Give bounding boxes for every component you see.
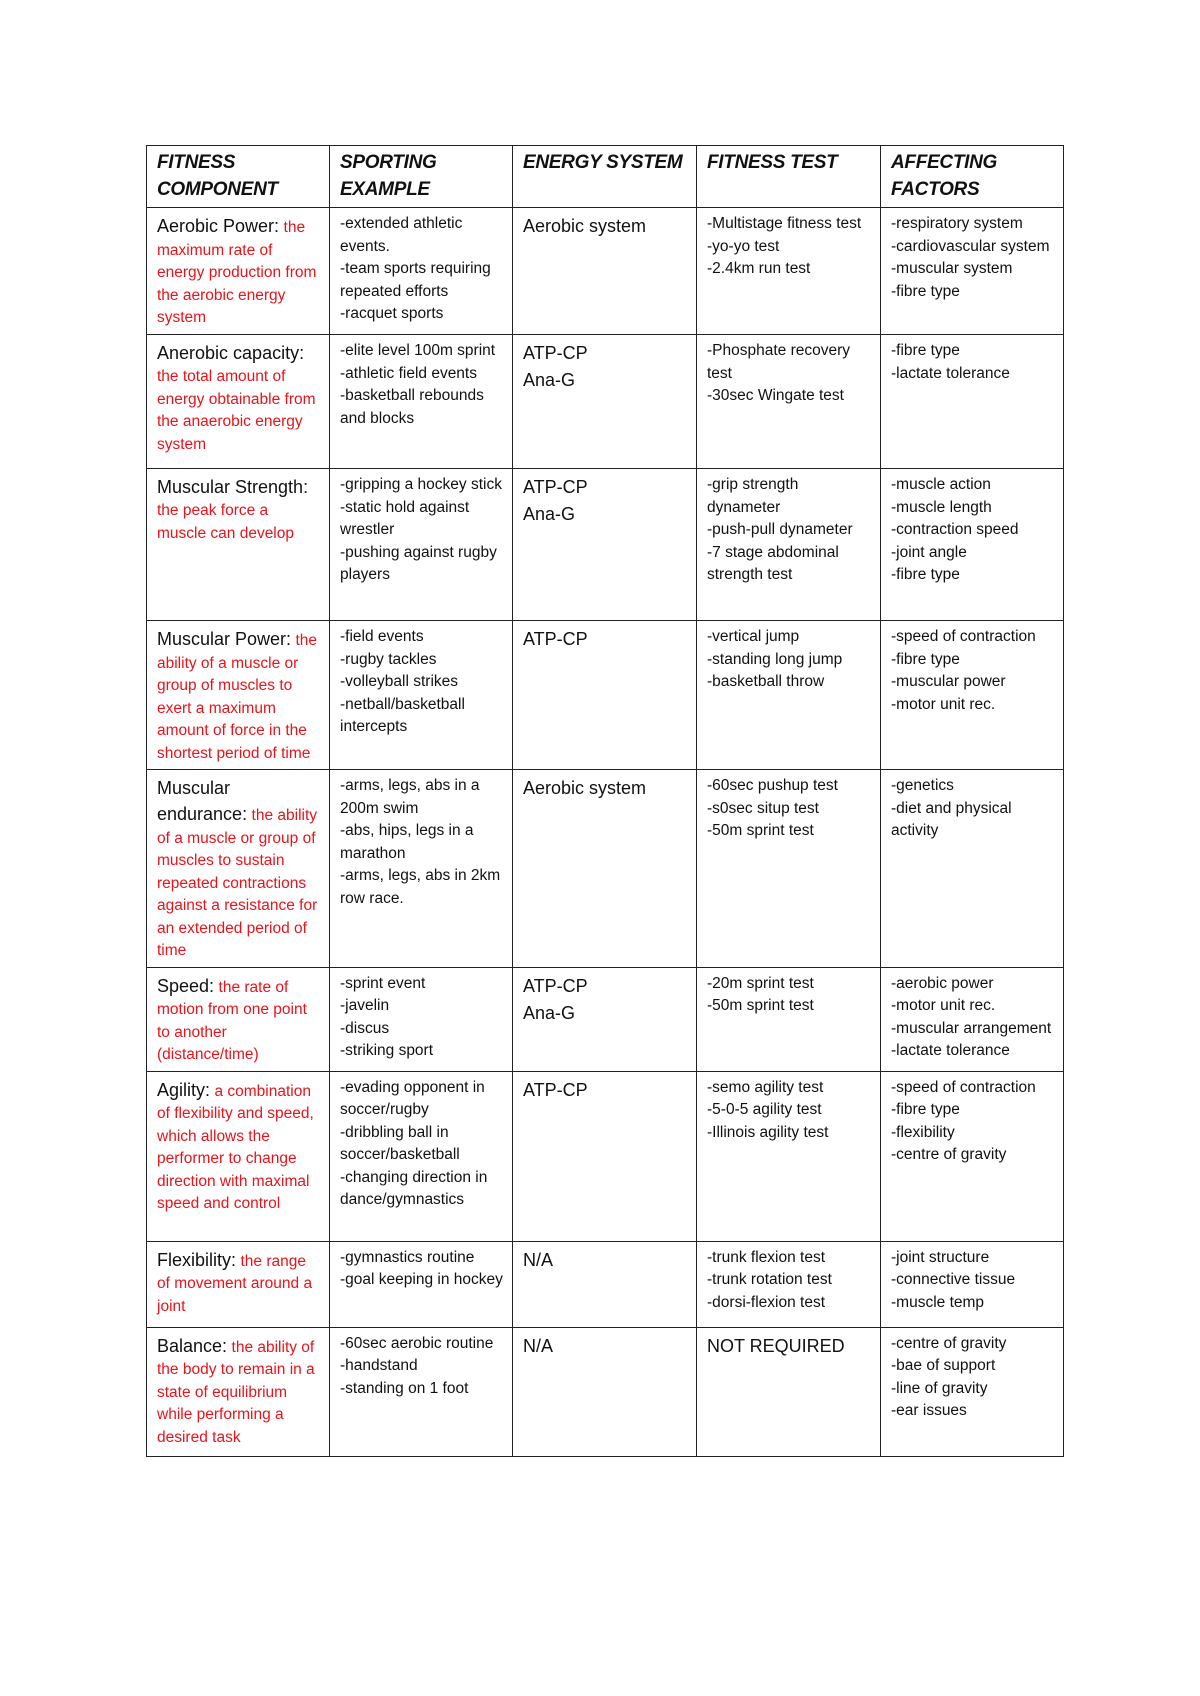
affecting-factor-item: -fibre type bbox=[891, 282, 960, 300]
component-definition: the ability of a muscle or group of muscles to exert a maximum amount of force in the shortest period of time bbox=[157, 632, 318, 762]
header-line: SPORTING bbox=[340, 152, 437, 173]
sporting-example-cell bbox=[330, 1241, 513, 1327]
sporting-example-item: -standing on 1 foot bbox=[340, 1379, 469, 1397]
component-cell bbox=[147, 770, 330, 968]
sporting-example-item: -60sec aerobic routine bbox=[340, 1334, 494, 1352]
energy-system-item: ATP-CP bbox=[523, 1079, 588, 1100]
component-definition: the ability of the body to remain in a state of equilibrium while performing a desired task bbox=[157, 1338, 315, 1446]
sporting-example-item: -netball/basketball intercepts bbox=[340, 695, 465, 735]
fitness-test-item: -basketball throw bbox=[707, 673, 825, 690]
fitness-test-item: -50m sprint test bbox=[707, 997, 814, 1014]
sporting-example-cell bbox=[330, 621, 513, 770]
component-definition: the ability of a muscle or group of muscles to sustain repeated contractions against a resistance for an extended period of time bbox=[157, 807, 318, 959]
table-row-anerobic-capacity bbox=[147, 335, 1064, 469]
affecting-factor-item: -centre of gravity bbox=[891, 1334, 1007, 1352]
component-definition: the peak force a muscle can develop bbox=[157, 502, 294, 542]
sporting-example-item: -sprint event bbox=[340, 974, 426, 992]
header-line: ENERGY SYSTEM bbox=[523, 152, 683, 173]
fitness-components-table bbox=[146, 145, 1064, 1457]
table-row-agility bbox=[147, 1071, 1064, 1241]
fitness-test-item: -standing long jump bbox=[707, 650, 843, 668]
affecting-factor-item: -genetics bbox=[891, 777, 954, 794]
component-name: Muscular Power: bbox=[157, 629, 292, 649]
table-row-muscular-endurance bbox=[147, 770, 1064, 968]
fitness-test-item: -semo agility test bbox=[707, 1078, 824, 1096]
component-name: Flexibility: bbox=[157, 1249, 237, 1270]
header-line: EXAMPLE bbox=[340, 179, 430, 200]
header-line: COMPONENT bbox=[157, 179, 278, 200]
energy-system-cell bbox=[513, 967, 697, 1071]
energy-system-item: ATP-CP bbox=[523, 629, 588, 649]
component-name: Balance: bbox=[157, 1335, 228, 1356]
affecting-factors-cell bbox=[881, 469, 1064, 621]
table-row-muscular-strength bbox=[147, 469, 1064, 621]
component-definition: the range of movement around a joint bbox=[157, 1252, 313, 1315]
sporting-example-item: -gripping a hockey stick bbox=[340, 476, 502, 493]
table-row-aerobic-power bbox=[147, 208, 1064, 335]
affecting-factor-item: -muscular arrangement bbox=[891, 1019, 1052, 1037]
fitness-test-cell bbox=[697, 967, 881, 1071]
component-definition: the maximum rate of energy production from the aerobic energy system bbox=[157, 219, 317, 326]
fitness-test-cell bbox=[697, 469, 881, 621]
component-definition: a combination of flexibility and speed, which allows the performer to change direction with maximal speed and control bbox=[157, 1082, 314, 1212]
component-name: Anerobic capacity: bbox=[157, 343, 305, 363]
table-header-row bbox=[147, 146, 1064, 208]
sporting-example-item: -changing direction in dance/gymnastics bbox=[340, 1168, 488, 1208]
energy-system-item: ATP-CP bbox=[523, 477, 588, 497]
sporting-example-item: -team sports requiring repeated efforts bbox=[340, 260, 491, 300]
affecting-factor-item: -respiratory system bbox=[891, 215, 1023, 232]
sporting-example-item: -handstand bbox=[340, 1357, 418, 1374]
energy-system-item: N/A bbox=[523, 1335, 554, 1356]
sporting-example-cell bbox=[330, 967, 513, 1071]
sporting-example-item: -rugby tackles bbox=[340, 650, 437, 668]
affecting-factor-item: -contraction speed bbox=[891, 521, 1019, 538]
affecting-factors-cell bbox=[881, 1071, 1064, 1241]
affecting-factor-item: -connective tissue bbox=[891, 1271, 1016, 1288]
header-fitness-component bbox=[147, 146, 330, 208]
fitness-test-item: -dorsi-flexion test bbox=[707, 1293, 826, 1311]
header-sporting-example bbox=[330, 146, 513, 208]
fitness-test-cell bbox=[697, 770, 881, 968]
component-cell bbox=[147, 1327, 330, 1456]
affecting-factor-item: -fibre type bbox=[891, 566, 960, 583]
component-definition: the rate of motion from one point to another (distance/time) bbox=[157, 978, 307, 1063]
affecting-factor-item: -motor unit rec. bbox=[891, 997, 996, 1014]
component-name: Aerobic Power: bbox=[157, 216, 280, 236]
affecting-factors-cell bbox=[881, 1241, 1064, 1327]
header-line: FITNESS bbox=[157, 152, 236, 173]
sporting-example-cell bbox=[330, 208, 513, 335]
affecting-factor-item: -joint structure bbox=[891, 1248, 990, 1266]
fitness-test-cell bbox=[697, 1071, 881, 1241]
fitness-test-item: -30sec Wingate test bbox=[707, 387, 844, 404]
affecting-factors-cell bbox=[881, 967, 1064, 1071]
affecting-factor-item: -speed of contraction bbox=[891, 628, 1036, 645]
energy-system-cell bbox=[513, 621, 697, 770]
affecting-factor-item: -speed of contraction bbox=[891, 1078, 1036, 1096]
energy-system-item: Ana-G bbox=[523, 504, 576, 524]
component-cell bbox=[147, 621, 330, 770]
sporting-example-item: -evading opponent in soccer/rugby bbox=[340, 1078, 485, 1118]
affecting-factors-cell bbox=[881, 208, 1064, 335]
sporting-example-item: -striking sport bbox=[340, 1042, 434, 1059]
sporting-example-cell bbox=[330, 1071, 513, 1241]
fitness-test-item: -7 stage abdominal strength test bbox=[707, 543, 839, 583]
component-name: Muscular endurance: bbox=[157, 778, 248, 824]
energy-system-item: Ana-G bbox=[523, 370, 576, 390]
affecting-factor-item: -line of gravity bbox=[891, 1379, 988, 1397]
sporting-example-item: -elite level 100m sprint bbox=[340, 342, 496, 359]
component-cell bbox=[147, 208, 330, 335]
energy-system-item: Ana-G bbox=[523, 1002, 576, 1023]
sporting-example-item: -extended athletic events. bbox=[340, 215, 463, 255]
sporting-example-item: -pushing against rugby players bbox=[340, 543, 497, 583]
sporting-example-item: -racquet sports bbox=[340, 305, 444, 322]
component-cell bbox=[147, 967, 330, 1071]
sporting-example-item: -javelin bbox=[340, 997, 390, 1014]
sporting-example-item: -goal keeping in hockey bbox=[340, 1271, 503, 1288]
sporting-example-item: -arms, legs, abs in a 200m swim bbox=[340, 777, 480, 817]
energy-system-item: ATP-CP bbox=[523, 343, 588, 363]
header-energy-system bbox=[513, 146, 697, 208]
energy-system-cell bbox=[513, 208, 697, 335]
fitness-test-item: -2.4km run test bbox=[707, 260, 811, 277]
sporting-example-item: -arms, legs, abs in 2km row race. bbox=[340, 867, 501, 907]
fitness-test-item: -60sec pushup test bbox=[707, 777, 838, 794]
header-line: FACTORS bbox=[891, 179, 980, 200]
component-definition: the total amount of energy obtainable from the anaerobic energy system bbox=[157, 368, 316, 453]
component-cell bbox=[147, 1241, 330, 1327]
header-fitness-test bbox=[697, 146, 881, 208]
affecting-factor-item: -diet and physical activity bbox=[891, 799, 1012, 839]
affecting-factor-item: -fibre type bbox=[891, 650, 960, 668]
energy-system-item: N/A bbox=[523, 1249, 554, 1270]
component-cell bbox=[147, 469, 330, 621]
fitness-test-item: -trunk rotation test bbox=[707, 1271, 832, 1288]
energy-system-cell bbox=[513, 469, 697, 621]
table-row-speed bbox=[147, 967, 1064, 1071]
affecting-factor-item: -muscle length bbox=[891, 498, 992, 516]
sporting-example-item: -basketball rebounds and blocks bbox=[340, 387, 484, 427]
component-cell bbox=[147, 1071, 330, 1241]
affecting-factor-item: -centre of gravity bbox=[891, 1146, 1007, 1163]
energy-system-cell bbox=[513, 1327, 697, 1456]
energy-system-item: Aerobic system bbox=[523, 778, 647, 798]
fitness-test-item: -20m sprint test bbox=[707, 974, 814, 992]
fitness-test-cell bbox=[697, 335, 881, 469]
affecting-factors-cell bbox=[881, 335, 1064, 469]
affecting-factors-cell bbox=[881, 621, 1064, 770]
fitness-test-cell bbox=[697, 1327, 881, 1456]
sporting-example-item: -discus bbox=[340, 1019, 390, 1037]
energy-system-item: ATP-CP bbox=[523, 975, 588, 996]
affecting-factor-item: -cardiovascular system bbox=[891, 237, 1050, 255]
sporting-example-cell bbox=[330, 335, 513, 469]
affecting-factor-item: -fibre type bbox=[891, 342, 960, 359]
fitness-test-item: -yo-yo test bbox=[707, 237, 780, 255]
fitness-test-cell bbox=[697, 1241, 881, 1327]
sporting-example-item: -volleyball strikes bbox=[340, 673, 459, 690]
sporting-example-item: -gymnastics routine bbox=[340, 1248, 475, 1266]
energy-system-cell bbox=[513, 1241, 697, 1327]
table-row-flexibility bbox=[147, 1241, 1064, 1327]
component-name: Agility: bbox=[157, 1079, 211, 1100]
affecting-factor-item: -muscle action bbox=[891, 476, 991, 493]
fitness-test-item: -s0sec situp test bbox=[707, 799, 819, 817]
header-line: AFFECTING bbox=[891, 152, 998, 173]
affecting-factor-item: -muscular system bbox=[891, 260, 1013, 277]
component-name: Speed: bbox=[157, 975, 215, 996]
fitness-test-item: -Illinois agility test bbox=[707, 1123, 829, 1141]
affecting-factors-cell bbox=[881, 1327, 1064, 1456]
component-cell bbox=[147, 335, 330, 469]
fitness-test-cell bbox=[697, 208, 881, 335]
table-body bbox=[147, 208, 1064, 1457]
table-row-muscular-power bbox=[147, 621, 1064, 770]
sporting-example-item: -athletic field events bbox=[340, 364, 477, 382]
affecting-factors-cell bbox=[881, 770, 1064, 968]
fitness-test-item: NOT REQUIRED bbox=[707, 1335, 845, 1356]
header-line: FITNESS TEST bbox=[707, 152, 838, 173]
sporting-example-cell bbox=[330, 770, 513, 968]
energy-system-item: Aerobic system bbox=[523, 216, 647, 236]
fitness-test-item: -grip strength dynameter bbox=[707, 476, 799, 516]
energy-system-cell bbox=[513, 335, 697, 469]
fitness-test-item: -Phosphate recovery test bbox=[707, 342, 851, 382]
affecting-factor-item: -fibre type bbox=[891, 1101, 960, 1118]
header-affecting-factors bbox=[881, 146, 1064, 208]
affecting-factor-item: -lactate tolerance bbox=[891, 364, 1010, 382]
affecting-factor-item: -muscular power bbox=[891, 673, 1006, 690]
fitness-test-cell bbox=[697, 621, 881, 770]
fitness-test-item: -50m sprint test bbox=[707, 822, 814, 839]
fitness-test-item: -push-pull dynameter bbox=[707, 521, 853, 538]
energy-system-cell bbox=[513, 770, 697, 968]
fitness-test-item: -vertical jump bbox=[707, 628, 800, 645]
fitness-test-item: -Multistage fitness test bbox=[707, 215, 862, 232]
affecting-factor-item: -joint angle bbox=[891, 543, 967, 561]
affecting-factor-item: -motor unit rec. bbox=[891, 695, 996, 713]
sporting-example-item: -dribbling ball in soccer/basketball bbox=[340, 1123, 460, 1163]
affecting-factor-item: -bae of support bbox=[891, 1357, 996, 1374]
component-name: Muscular Strength: bbox=[157, 477, 309, 497]
affecting-factor-item: -lactate tolerance bbox=[891, 1042, 1010, 1059]
sporting-example-item: -field events bbox=[340, 628, 424, 645]
sporting-example-cell bbox=[330, 469, 513, 621]
affecting-factor-item: -muscle temp bbox=[891, 1293, 985, 1311]
sporting-example-cell bbox=[330, 1327, 513, 1456]
affecting-factor-item: -aerobic power bbox=[891, 974, 994, 992]
fitness-test-item: -5-0-5 agility test bbox=[707, 1101, 822, 1118]
fitness-test-item: -trunk flexion test bbox=[707, 1248, 826, 1266]
affecting-factor-item: -flexibility bbox=[891, 1123, 955, 1141]
sporting-example-item: -static hold against wrestler bbox=[340, 498, 470, 538]
table-row-balance bbox=[147, 1327, 1064, 1456]
affecting-factor-item: -ear issues bbox=[891, 1402, 967, 1419]
sporting-example-item: -abs, hips, legs in a marathon bbox=[340, 822, 474, 862]
energy-system-cell bbox=[513, 1071, 697, 1241]
